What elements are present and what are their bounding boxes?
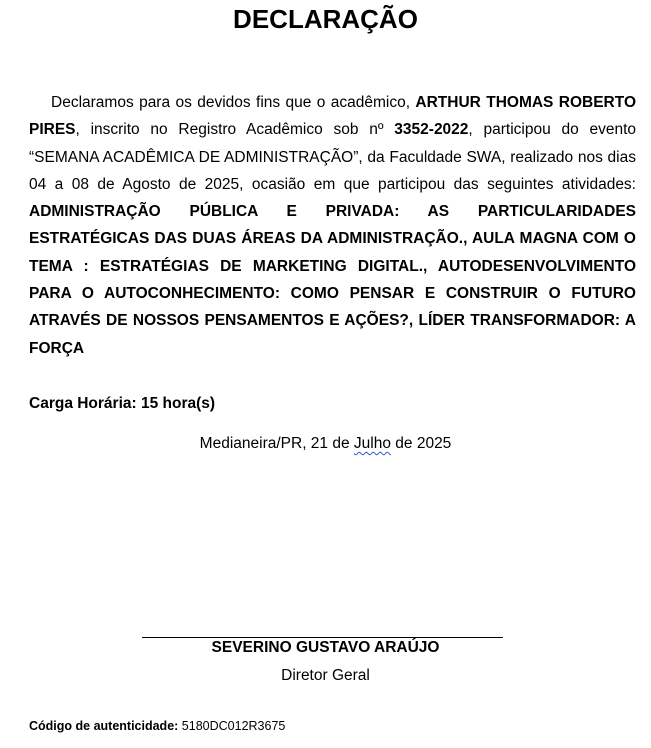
place-date-before: Medianeira/PR, 21 de (199, 435, 354, 452)
authenticity-value: 5180DC012R3675 (181, 719, 286, 733)
authenticity-label: Código de autenticidade: (29, 719, 179, 733)
body-intro: Declaramos para os devidos fins que o acadêmico, (51, 94, 416, 111)
place-date-after: de 2025 (390, 435, 452, 452)
signatory-role: Diretor Geral (281, 667, 370, 684)
place-date (0, 432, 651, 456)
authenticity-code (29, 716, 285, 736)
place-date-month: Julho (353, 435, 391, 452)
body-event-text: , participou do evento “SEMANA ACADÊMICA DE ADMINISTRAÇÃO”, da Faculdade SWA, realizado nos dias 04 a 08 de Agosto de 2025, ocasião em que participou das seguintes atividades: (29, 121, 636, 193)
signatory-name: SEVERINO GUSTAVO ARAÚJO (211, 639, 440, 656)
student-name: ARTHUR THOMAS ROBERTO PIRES (29, 94, 636, 139)
activities-list: ADMINISTRAÇÃO PÚBLICA E PRIVADA: AS PARTICULARIDADES ESTRATÉGICAS DAS DUAS ÁREAS DA ADMINISTRAÇÃO., AULA MAGNA COM O TEMA : ESTRATÉGIAS DE MARKETING DIGITAL., AUTODESENVOLVIMENTO PARA O AUTOCONHECIMENTO: COMO PENSAR E CONSTRUIR O FUTURO ATRAVÉS DE NOSSOS PENSAMENTOS E AÇÕES?, LÍDER TRANSFORMADOR: A FORÇA (29, 203, 636, 357)
workload: Carga Horária: 15 hora(s) (29, 395, 216, 412)
declaration-body (29, 89, 636, 362)
document-title: DECLARAÇÃO (233, 4, 418, 34)
registry-number: 3352-2022 (394, 121, 469, 139)
body-registry-text: , inscrito no Registro Acadêmico sob nº (75, 121, 395, 139)
